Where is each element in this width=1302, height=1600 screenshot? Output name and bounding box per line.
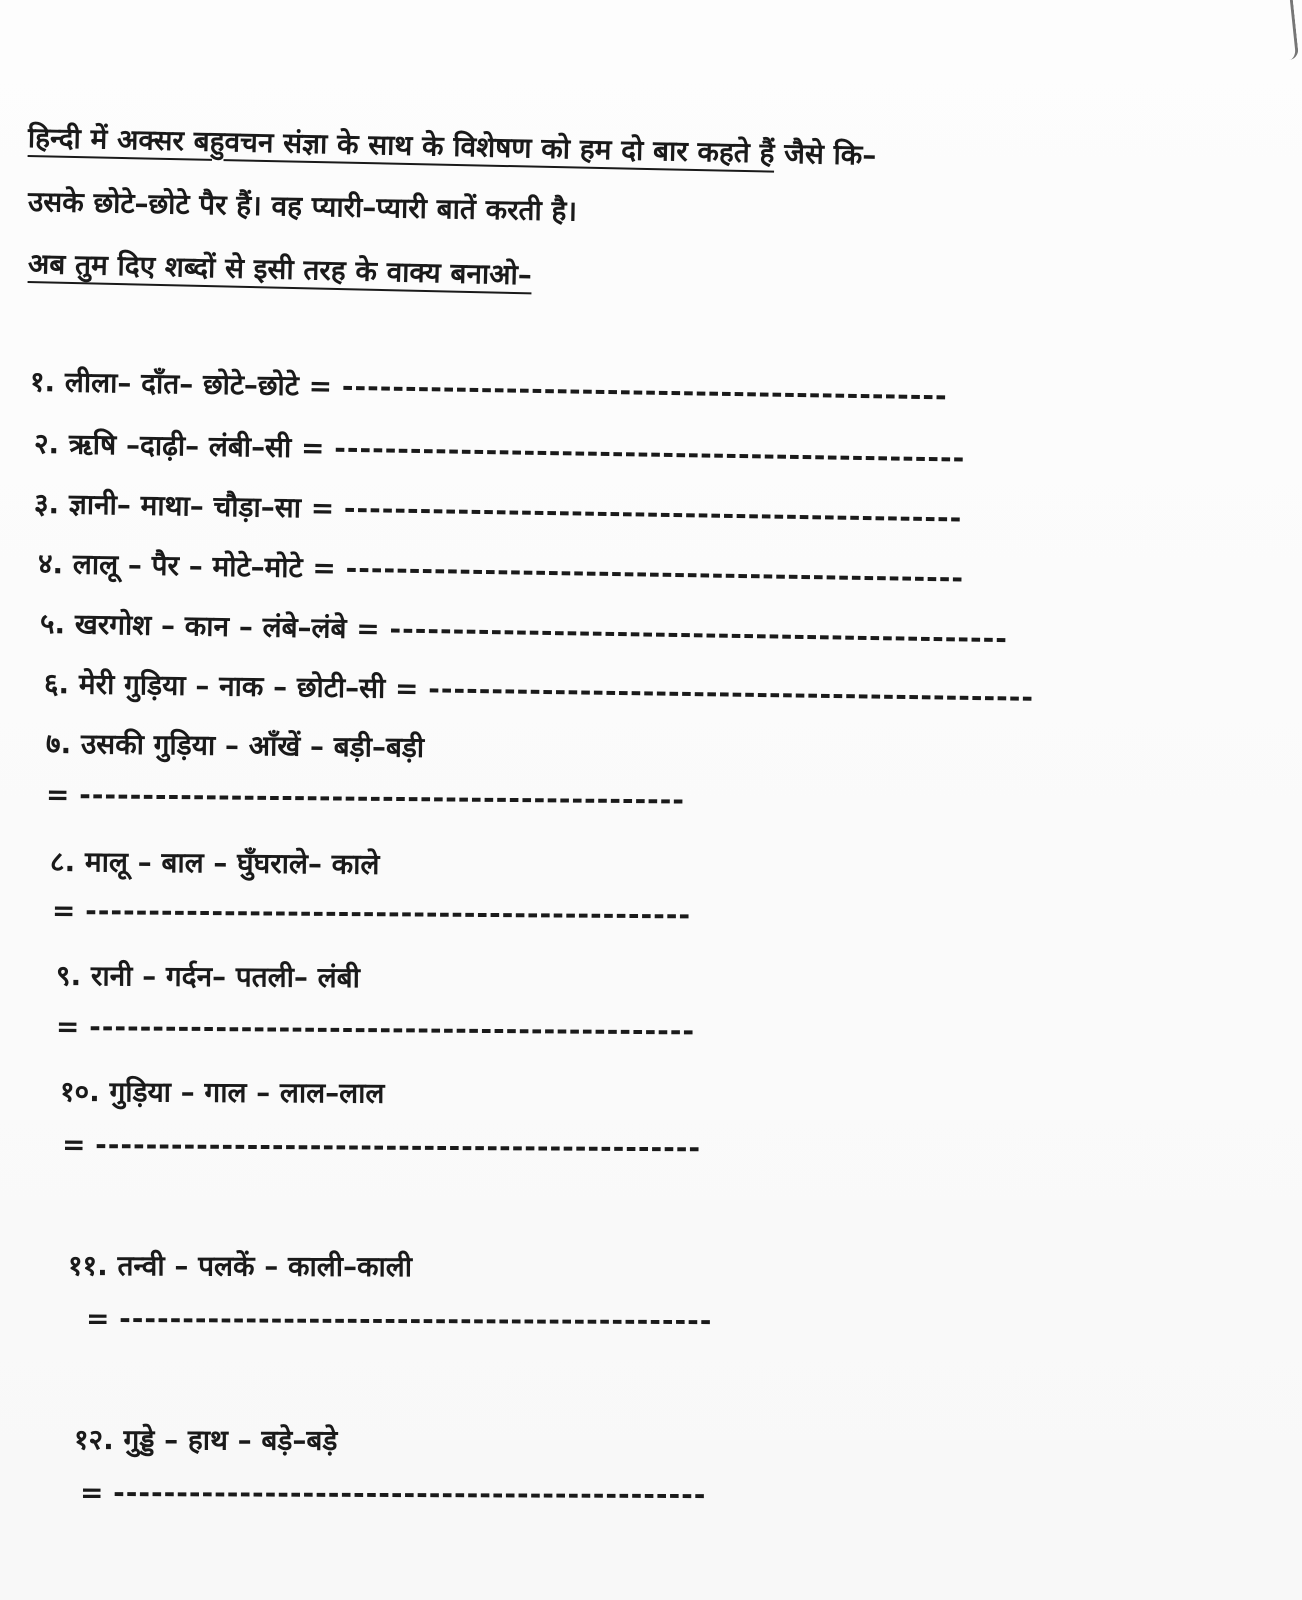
exercise-8-answer-row (52, 894, 691, 931)
exercise-3-answer-blank[interactable]: ------------------------------------------------- (343, 491, 963, 535)
exercise-7-answer-blank[interactable]: ------------------------------------------------ (79, 778, 686, 817)
exercise-9-answer-row (56, 1010, 695, 1047)
exercise-3-prompt: ३. ज्ञानी– माथा– चौड़ा–सा (33, 487, 302, 525)
exercise-5-answer-blank[interactable]: ------------------------------------------------- (389, 612, 1009, 656)
exercise-9-prompt: ९. रानी – गर्दन– पतली– लंबी (55, 959, 361, 995)
exercise-5 (40, 604, 1008, 657)
exercise-10-answer-blank[interactable]: ------------------------------------------------ (95, 1128, 702, 1165)
instruction-task: अब तुम दिए शब्दों से इसी तरह के वाक्य बनाओ– (27, 247, 533, 292)
exercise-1-equals: = (308, 369, 333, 403)
exercise-12-answer-blank[interactable]: ----------------------------------------------- (113, 1476, 707, 1512)
exercise-11-answer-blank[interactable]: ----------------------------------------------- (119, 1302, 713, 1338)
exercise-1 (30, 362, 948, 414)
exercise-1-answer-blank[interactable]: ------------------------------------------------ (341, 369, 948, 413)
exercise-11 (68, 1246, 412, 1285)
instruction-line-1 (28, 118, 877, 174)
exercise-1-prompt: १. लीला– दाँत– छोटे–छोटे (29, 365, 300, 403)
exercise-7-prompt: ७. उसकी गुड़िया – आँखें – बड़ी–बड़ी (45, 727, 425, 764)
exercise-8-equals: = (51, 894, 76, 928)
exercise-7-equals: = (45, 778, 70, 812)
instruction-line-2 (28, 182, 578, 230)
exercise-11-equals: = (85, 1302, 110, 1336)
exercise-4-answer-blank[interactable]: ------------------------------------------------- (345, 551, 965, 595)
exercise-12-prompt: १२. गुड्डे – हाथ – बड़े–बड़े (73, 1423, 338, 1457)
exercise-10-equals: = (61, 1128, 86, 1162)
exercise-3 (34, 484, 963, 537)
exercise-4 (38, 544, 965, 597)
exercise-10 (60, 1072, 385, 1112)
exercise-11-answer-row (86, 1302, 713, 1337)
exercise-11-prompt: ११. तन्वी – पलकें – काली–काली (67, 1249, 413, 1284)
exercise-9-answer-blank[interactable]: ------------------------------------------------ (89, 1010, 696, 1048)
exercise-10-answer-row (62, 1128, 701, 1164)
exercise-5-prompt: ५. खरगोश – कान – लंबे–लंबे (39, 607, 347, 645)
exercise-10-prompt: १०. गुड़िया – गाल – लाल–लाल (59, 1075, 385, 1110)
exercise-6-equals: = (394, 671, 419, 706)
exercise-4-equals: = (312, 551, 337, 585)
instruction-line-3 (28, 244, 533, 293)
exercise-6-answer-blank[interactable]: ------------------------------------------------ (428, 672, 1035, 714)
exercise-2-answer-blank[interactable]: -------------------------------------------------- (333, 431, 966, 475)
exercise-12-equals: = (79, 1476, 104, 1510)
exercise-8-prompt: ८. मालू – बाल – घुँघराले– काले (49, 845, 380, 881)
exercise-2-equals: = (300, 431, 325, 465)
exercise-9 (56, 956, 360, 996)
instruction-line-1-tail: जैसे कि– (783, 136, 877, 172)
exercise-9-equals: = (55, 1010, 80, 1044)
instruction-example: उसके छोटे–छोटे पैर हैं। वह प्यारी–प्यारी बातें करती है। (27, 185, 578, 228)
exercise-12 (74, 1420, 338, 1459)
exercise-12-answer-row (80, 1476, 707, 1511)
exercise-7 (46, 724, 425, 766)
exercise-5-equals: = (356, 611, 381, 646)
page-corner-mark (1276, 0, 1299, 61)
exercise-2 (34, 424, 966, 477)
exercise-4-prompt: ४. लालू – पैर – मोटे–मोटे (37, 547, 303, 585)
instruction-line-1-underlined: हिन्दी में अक्सर बहुवचन संज्ञा के साथ के विशेषण को हम दो बार कहते हैं (27, 121, 775, 170)
exercise-6-prompt: ६. मेरी गुड़िया – नाक – छोटी–सी (43, 667, 386, 705)
exercise-8 (50, 842, 380, 883)
exercise-6 (44, 664, 1035, 716)
exercise-7-answer-row (46, 778, 685, 817)
exercise-3-equals: = (310, 491, 335, 525)
exercise-2-prompt: २. ऋषि –दाढ़ी– लंबी–सी (33, 427, 292, 465)
exercise-8-answer-blank[interactable]: ------------------------------------------------ (85, 894, 692, 932)
